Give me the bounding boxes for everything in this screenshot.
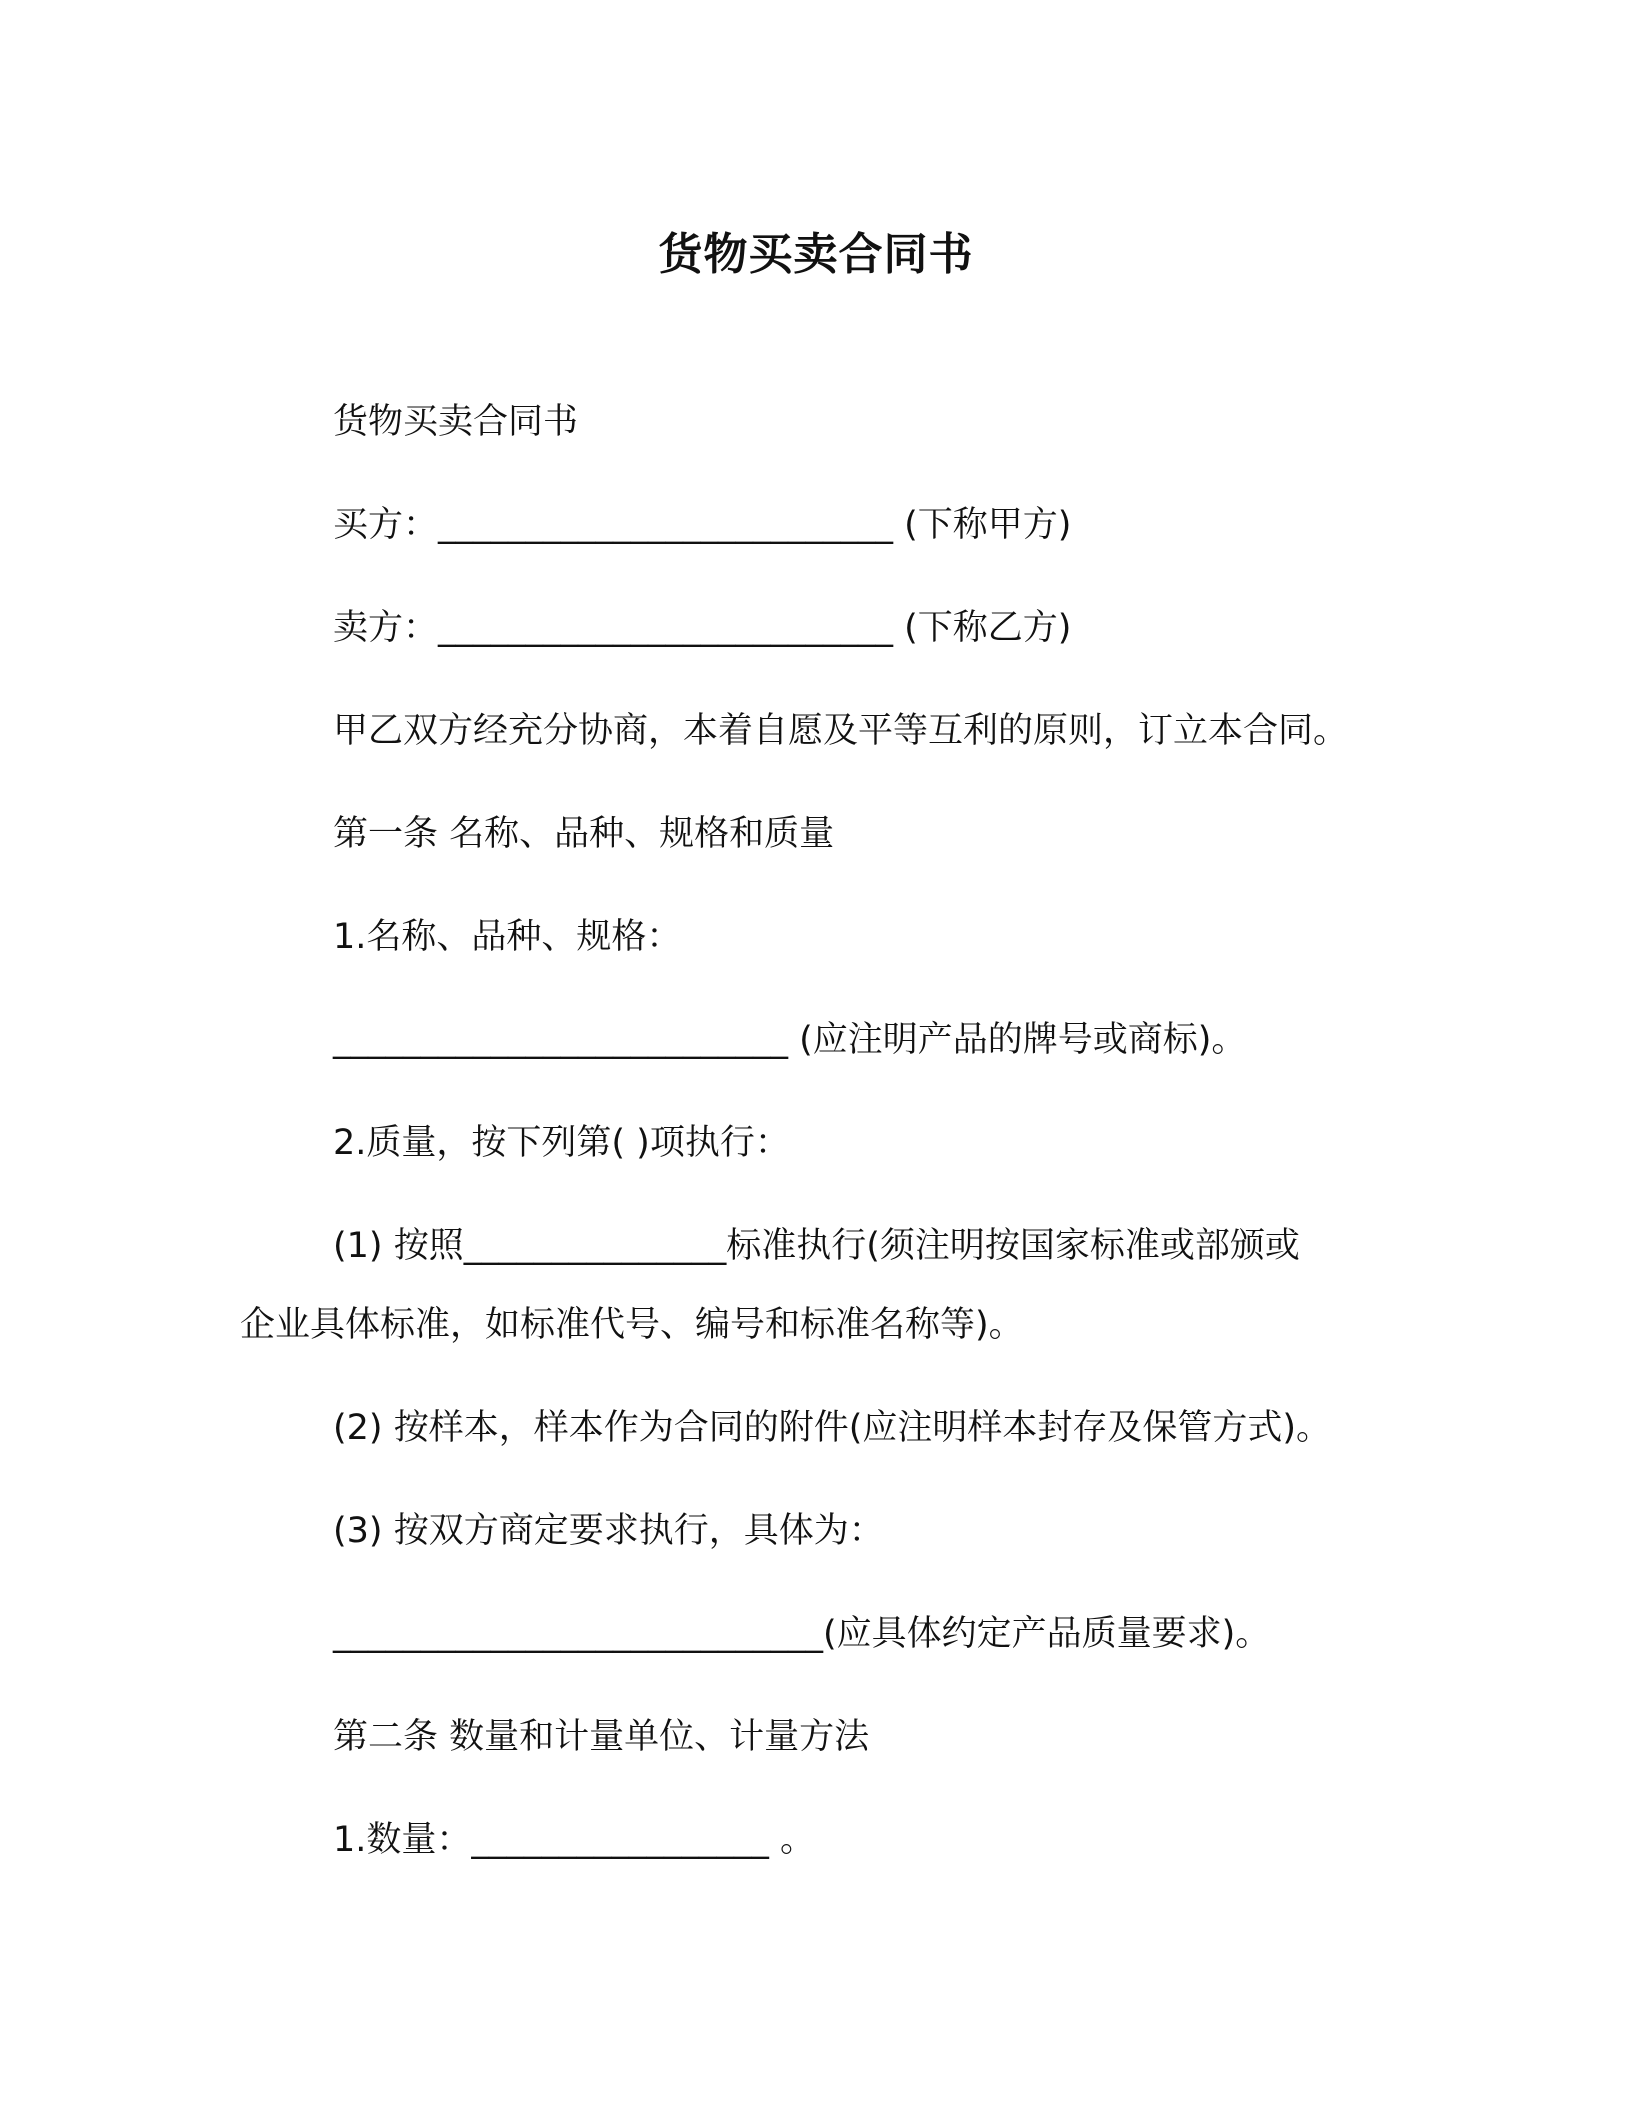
article-1-item-1-blank: __________________________ (应注明产品的牌号或商标)。 bbox=[333, 1020, 1247, 1060]
article-1-heading: 第一条 名称、品种、规格和质量 bbox=[333, 814, 835, 854]
article-1-item-1: 1.名称、品种、规格： bbox=[333, 917, 682, 957]
document-title: 货物买卖合同书 bbox=[658, 229, 974, 280]
article-2-heading: 第二条 数量和计量单位、计量方法 bbox=[333, 1717, 870, 1757]
seller-line: 卖方：__________________________ (下称乙方) bbox=[333, 608, 1072, 648]
agreement-line: 甲乙双方经充分协商，本着自愿及平等互利的原则，订立本合同。 bbox=[333, 711, 1349, 751]
quality-option-3: (3) 按双方商定要求执行，具体为： bbox=[333, 1511, 884, 1551]
quality-option-1: (1) 按照_______________标准执行(须注明按国家标准或部颁或 bbox=[333, 1226, 1300, 1266]
quality-option-1-continued: 企业具体标准，如标准代号、编号和标准名称等)。 bbox=[240, 1305, 1024, 1345]
article-2-item-1: 1.数量：_________________ 。 bbox=[333, 1820, 816, 1860]
quality-option-3-blank: ____________________________(应具体约定产品质量要求)。 bbox=[333, 1614, 1271, 1654]
buyer-line: 买方：__________________________ (下称甲方) bbox=[333, 505, 1072, 545]
subtitle-line: 货物买卖合同书 bbox=[333, 402, 579, 442]
article-1-item-2: 2.质量，按下列第( )项执行： bbox=[333, 1123, 790, 1163]
quality-option-2: (2) 按样本，样本作为合同的附件(应注明样本封存及保管方式)。 bbox=[333, 1408, 1332, 1448]
